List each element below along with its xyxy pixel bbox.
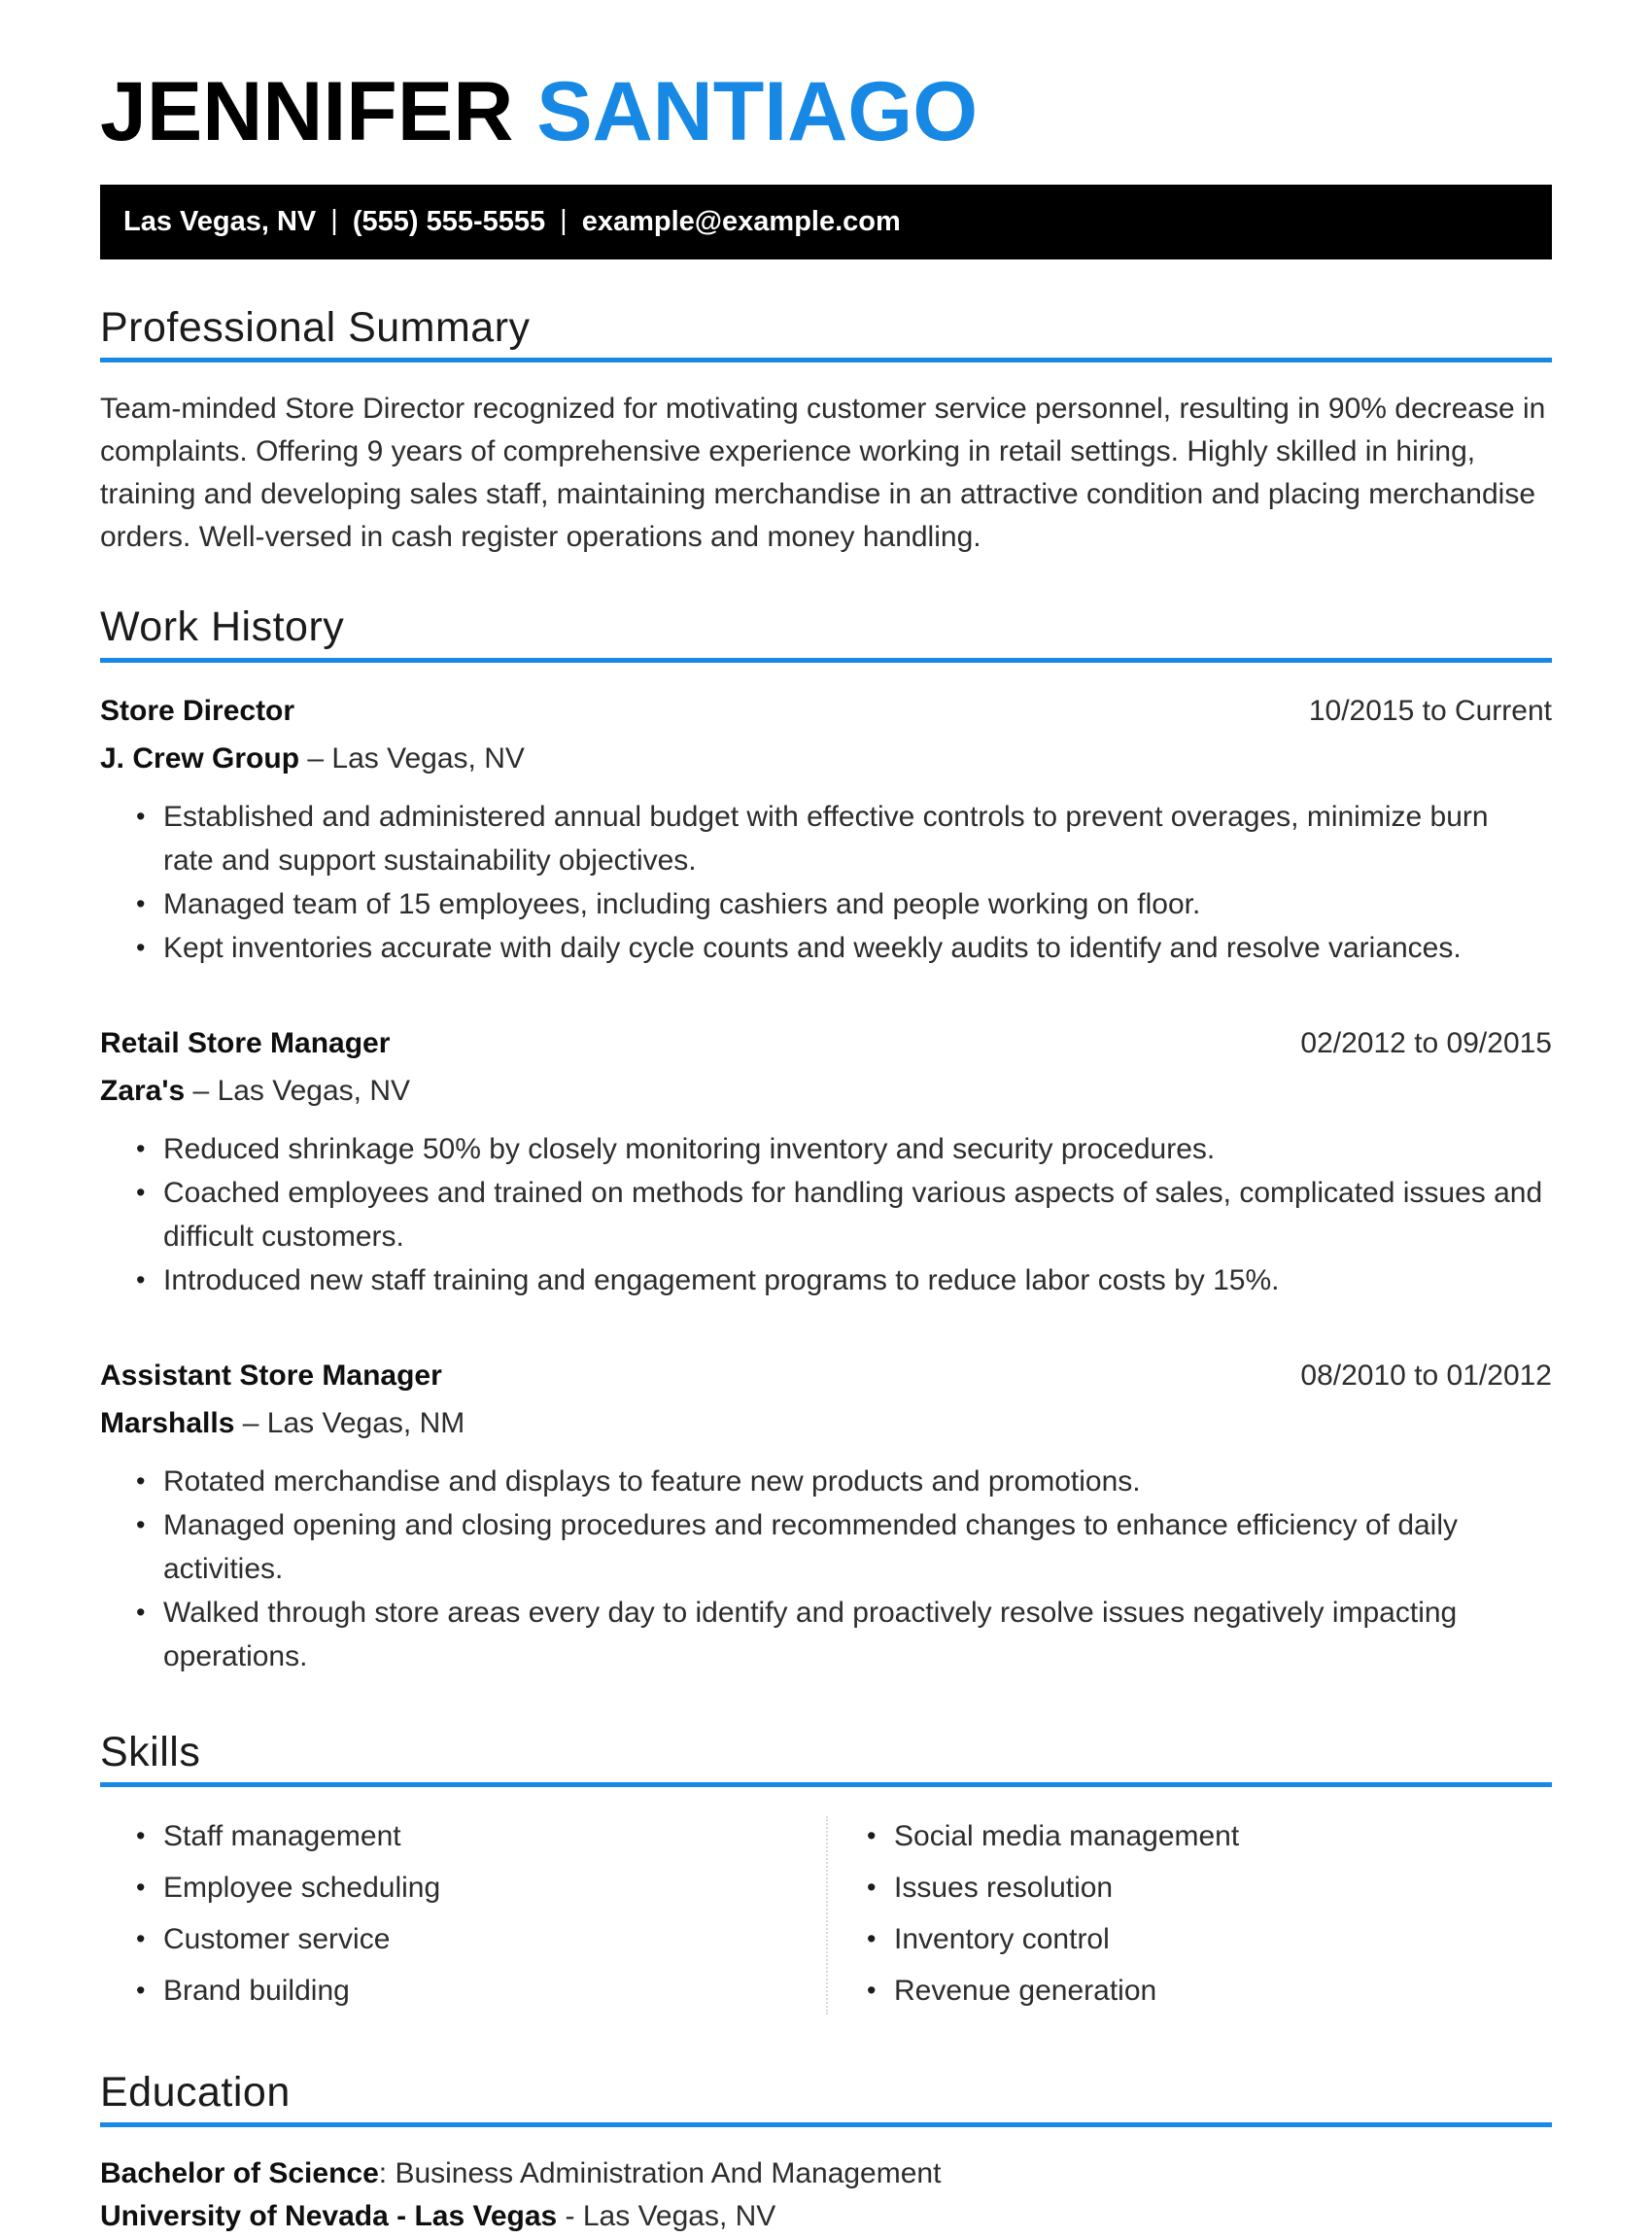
bullet-text: Managed team of 15 employees, including cashiers and people working on floor. [163,887,1201,920]
bullet-item [100,926,1552,970]
section-skills [100,1729,1552,2020]
bullet-icon: • [136,1872,146,1902]
person-name [100,65,1552,158]
section-title: Professional Summary [100,304,531,352]
bullet-text: Coached employees and trained on methods for handling various aspects of sales, complicated issues and difficult customers. [163,1176,1543,1253]
bullet-list [100,1127,1552,1302]
degree-field: : Business Administration And Management [378,2156,942,2189]
bullet-item [100,1591,1552,1678]
section-title: Skills [100,1728,201,1775]
bullet-icon: • [136,888,146,918]
skill-text: Inventory control [894,1922,1110,1955]
job-header [100,692,1552,730]
job-title: Assistant Store Manager [100,1359,442,1392]
skill-item [100,1814,826,1858]
job-title: Retail Store Manager [100,1026,391,1059]
bullet-icon: • [136,801,146,831]
bullet-icon: • [136,1597,146,1627]
skill-text: Issues resolution [894,1871,1114,1904]
section-education [100,2069,1552,2238]
skills-list [100,1814,1552,2020]
skill-item [826,1814,1552,1858]
skill-text: Revenue generation [894,1974,1157,2007]
skill-item [826,1969,1552,2013]
bullet-icon: • [136,1820,146,1850]
bullet-text: Reduced shrinkage 50% by closely monitoring inventory and security procedures. [163,1132,1216,1165]
contact-phone: (555) 555-5555 [352,206,546,238]
summary-paragraph: Team-minded Store Director recognized for motivating customer service personnel, resulting in 90% decrease in complaints. Offering 9 years of comprehensive experience working in retail settings. Highly skilled in hiring, training and developing sales staff, maintaining merchandise in an attractive condition and placing merchandise orders. Well-versed in cash register operations and money handling. [100,393,1546,554]
bullet-icon: • [136,1975,146,2005]
company-dash: – [242,1406,259,1439]
bullet-text: Managed opening and closing procedures and recommended changes to enhance efficiency of daily activities. [163,1508,1459,1585]
job-entry [100,692,1552,970]
skills-column-divider [826,1816,828,2014]
accent-rule [100,358,1552,362]
skill-text: Staff management [163,1819,401,1852]
bullet-item [100,1460,1552,1503]
skill-item [826,1917,1552,1961]
job-dates: 02/2012 to 09/2015 [1300,1026,1552,1059]
school-name: University of Nevada - Las Vegas [100,2199,558,2232]
job-dates: 10/2015 to Current [1308,694,1552,727]
bullet-item [100,1503,1552,1591]
school-location: - Las Vegas, NV [557,2199,776,2232]
school-line [100,2195,1552,2238]
skills-column-right [826,1814,1552,2020]
company-line [100,1072,1552,1110]
job-header [100,1357,1552,1394]
accent-rule [100,658,1552,663]
skill-item [100,1866,826,1910]
bullet-item [100,795,1552,882]
section-title: Work History [100,603,345,651]
bullet-icon: • [867,1923,877,1953]
company-dash: – [192,1074,210,1107]
bullet-item [100,882,1552,926]
job-location: Las Vegas, NV [331,741,525,775]
bullet-icon: • [136,1264,146,1294]
bullet-text: Rotated merchandise and displays to feature new products and promotions. [163,1464,1141,1498]
skills-column-left [100,1814,826,2020]
accent-rule [100,1782,1552,1787]
skill-text: Employee scheduling [163,1871,441,1904]
first-name-text: JENNIFER [100,65,514,158]
bullet-item [100,1258,1552,1302]
skill-item [826,1866,1552,1910]
contact-bar [100,185,1552,259]
job-location: Las Vegas, NM [266,1406,465,1439]
bullet-icon: • [136,1509,146,1539]
accent-rule [100,2122,1552,2127]
bullet-list [100,1460,1552,1678]
bullet-text: Introduced new staff training and engagement programs to reduce labor costs by 15%. [163,1263,1280,1296]
bullet-icon: • [136,932,146,962]
contact-separator: | [330,205,338,237]
company-name: J. Crew Group [100,741,300,775]
degree-name: Bachelor of Science [100,2156,379,2189]
contact-location: Las Vegas, NV [123,206,317,238]
bullet-item [100,1127,1552,1171]
company-name: Zara's [100,1074,186,1107]
section-professional-summary [100,304,1552,559]
bullet-text: Established and administered annual budget with effective controls to prevent overages, minimize burn rate and support sustainability objectives. [163,800,1489,877]
company-line [100,1404,1552,1442]
last-name-text: SANTIAGO [536,65,979,158]
bullet-icon: • [867,1820,877,1850]
job-header [100,1024,1552,1062]
bullet-icon: • [867,1975,877,2005]
job-title: Store Director [100,694,295,727]
skill-item [100,1969,826,2013]
section-title: Education [100,2068,291,2116]
bullet-icon: • [136,1923,146,1953]
bullet-list [100,795,1552,970]
contact-separator: | [560,205,568,237]
bullet-item [100,1171,1552,1258]
company-line [100,740,1552,777]
bullet-icon: • [136,1465,146,1496]
job-location: Las Vegas, NV [217,1074,411,1107]
bullet-icon: • [136,1133,146,1163]
bullet-icon: • [867,1872,877,1902]
contact-email: example@example.com [581,206,901,238]
bullet-icon: • [136,1177,146,1207]
job-dates: 08/2010 to 01/2012 [1300,1359,1552,1392]
job-entry [100,1024,1552,1302]
bullet-text: Walked through store areas every day to identify and proactively resolve issues negatively impacting operations. [163,1596,1458,1672]
section-work-history [100,603,1552,1677]
bullet-text: Kept inventories accurate with daily cycle counts and weekly audits to identify and resolve variances. [163,931,1462,964]
job-entry [100,1357,1552,1678]
skill-item [100,1917,826,1961]
skill-text: Customer service [163,1922,391,1955]
skill-text: Brand building [163,1974,350,2007]
company-dash: – [307,741,325,775]
skill-text: Social media management [894,1819,1240,1852]
company-name: Marshalls [100,1406,235,1439]
degree-line [100,2152,1552,2195]
